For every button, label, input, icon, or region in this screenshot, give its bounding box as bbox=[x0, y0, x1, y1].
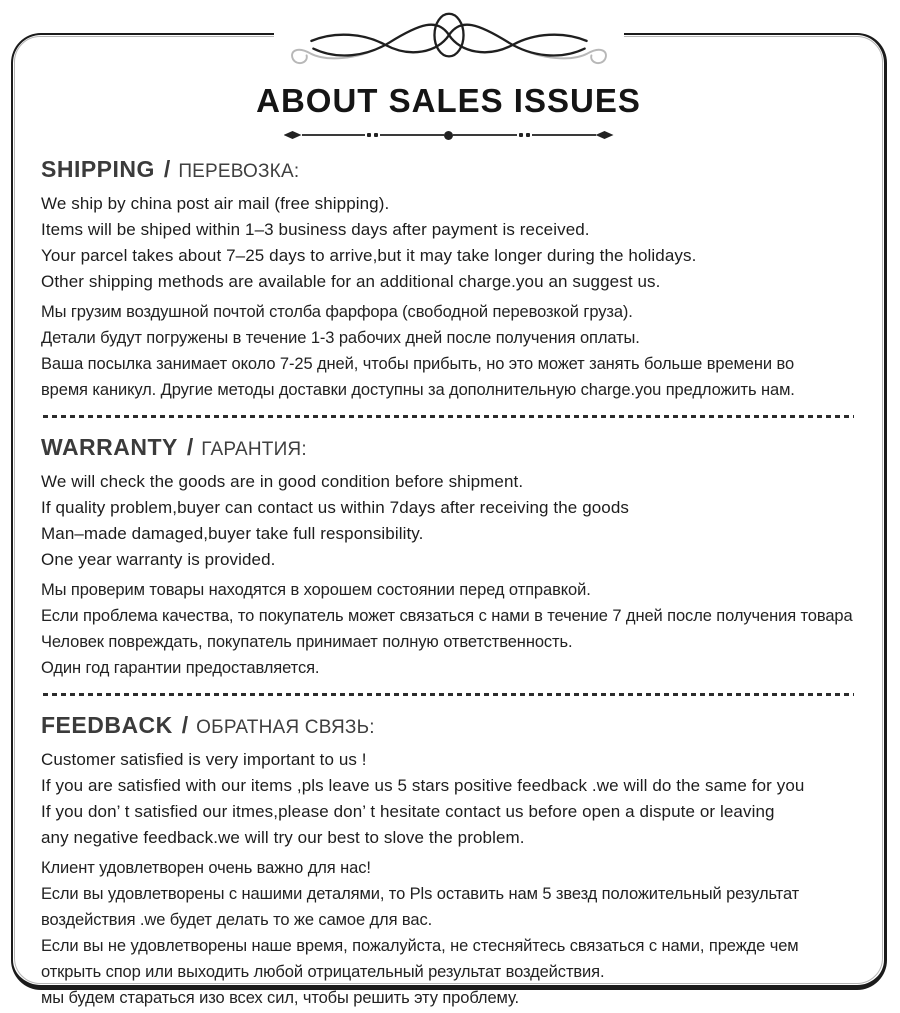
text-line: Клиент удовлетворен очень важно для нас! bbox=[41, 859, 371, 877]
text-line: We will check the goods are in good condition before shipment. bbox=[41, 472, 524, 491]
text-line: One year warranty is provided. bbox=[41, 550, 276, 569]
warranty-heading-en: WARRANTY bbox=[41, 434, 178, 460]
text-line: Customer satisfied is very important to us ! bbox=[41, 750, 367, 769]
dashed-separator bbox=[43, 693, 854, 696]
divider-dots-icon bbox=[519, 133, 530, 137]
feedback-english-text bbox=[41, 747, 856, 851]
shipping-russian-text bbox=[41, 299, 856, 403]
warranty-russian-text bbox=[41, 577, 856, 681]
section-feedback bbox=[41, 710, 856, 1011]
feedback-russian-text bbox=[41, 855, 856, 1011]
warranty-heading-ru: ГАРАНТИЯ: bbox=[201, 439, 307, 460]
text-line: время каникул. Другие методы доставки доступны за дополнительную charge.you предложить нам. bbox=[41, 381, 795, 399]
text-line: Если вы не удовлетворены наше время, пожалуйста, не стесняйтесь связаться с нами, прежде чем bbox=[41, 937, 799, 955]
divider-right-diamond-icon bbox=[596, 131, 614, 139]
text-line: Один год гарантии предоставляется. bbox=[41, 659, 320, 677]
feedback-heading-ru: ОБРАТНАЯ СВЯЗЬ: bbox=[196, 717, 375, 738]
text-line: If you don’ t satisfied our itmes,please don’ t hesitate contact us before open a dispute or leaving bbox=[41, 802, 775, 821]
warranty-heading bbox=[41, 432, 856, 465]
flourish-ornament-icon bbox=[274, 6, 624, 68]
text-line: Man–made damaged,buyer take full responsibility. bbox=[41, 524, 424, 543]
section-warranty bbox=[41, 432, 856, 681]
text-line: воздействия .we будет делать то же самое для вас. bbox=[41, 911, 433, 929]
shipping-english-text bbox=[41, 191, 856, 295]
text-line: Ваша посылка занимает около 7-25 дней, чтобы прибыть, но это может занять больше времени во bbox=[41, 355, 795, 373]
title-divider-icon bbox=[284, 130, 614, 140]
text-line: Детали будут погружены в течение 1-3 рабочих дней после получения оплаты. bbox=[41, 329, 640, 347]
info-panel-frame bbox=[11, 33, 887, 1007]
page-title: ABOUT SALES ISSUES bbox=[256, 82, 641, 119]
text-line: any negative feedback.we will try our best to slove the problem. bbox=[41, 828, 525, 847]
text-line: мы будем стараться изо всех сил, чтобы решить эту проблему. bbox=[41, 989, 519, 1007]
text-line: Your parcel takes about 7–25 days to arrive,but it may take longer during the holidays. bbox=[41, 246, 697, 265]
panel-content bbox=[13, 35, 884, 1011]
text-line: Если вы удовлетворены с нашими деталями, то Pls оставить нам 5 звезд положительный результат bbox=[41, 885, 800, 903]
heading-slash: / bbox=[181, 712, 189, 738]
text-line: Items will be shiped within 1–3 business days after payment is received. bbox=[41, 220, 590, 239]
section-shipping bbox=[41, 154, 856, 403]
feedback-heading-en: FEEDBACK bbox=[41, 712, 173, 738]
dashed-separator bbox=[43, 415, 854, 418]
feedback-heading bbox=[41, 710, 856, 743]
text-line: открыть спор или выходить любой отрицательный результат воздействия. bbox=[41, 963, 605, 981]
text-line: Человек повреждать, покупатель принимает полную ответственность. bbox=[41, 633, 573, 651]
text-line: Other shipping methods are available for an additional charge.you an suggest us. bbox=[41, 272, 661, 291]
shipping-heading-en: SHIPPING bbox=[41, 156, 155, 182]
divider-center-dot-icon bbox=[444, 131, 453, 140]
heading-slash: / bbox=[186, 434, 194, 460]
divider-dots-icon bbox=[367, 133, 378, 137]
shipping-heading bbox=[41, 154, 856, 187]
divider-left-diamond-icon bbox=[284, 131, 302, 139]
text-line: Мы грузим воздушной почтой столба фарфора (свободной перевозкой груза). bbox=[41, 303, 633, 321]
heading-slash: / bbox=[163, 156, 171, 182]
text-line: We ship by china post air mail (free shipping). bbox=[41, 194, 390, 213]
warranty-english-text bbox=[41, 469, 856, 573]
text-line: Если проблема качества, то покупатель может связаться с нами в течение 7 дней после получения товара bbox=[41, 607, 853, 625]
text-line: Мы проверим товары находятся в хорошем состоянии перед отправкой. bbox=[41, 581, 591, 599]
shipping-heading-ru: ПЕРЕВОЗКА: bbox=[178, 161, 300, 182]
text-line: If you are satisfied with our items ,pls leave us 5 stars positive feedback .we will do the same for you bbox=[41, 776, 805, 795]
text-line: If quality problem,buyer can contact us within 7days after receiving the goods bbox=[41, 498, 630, 517]
